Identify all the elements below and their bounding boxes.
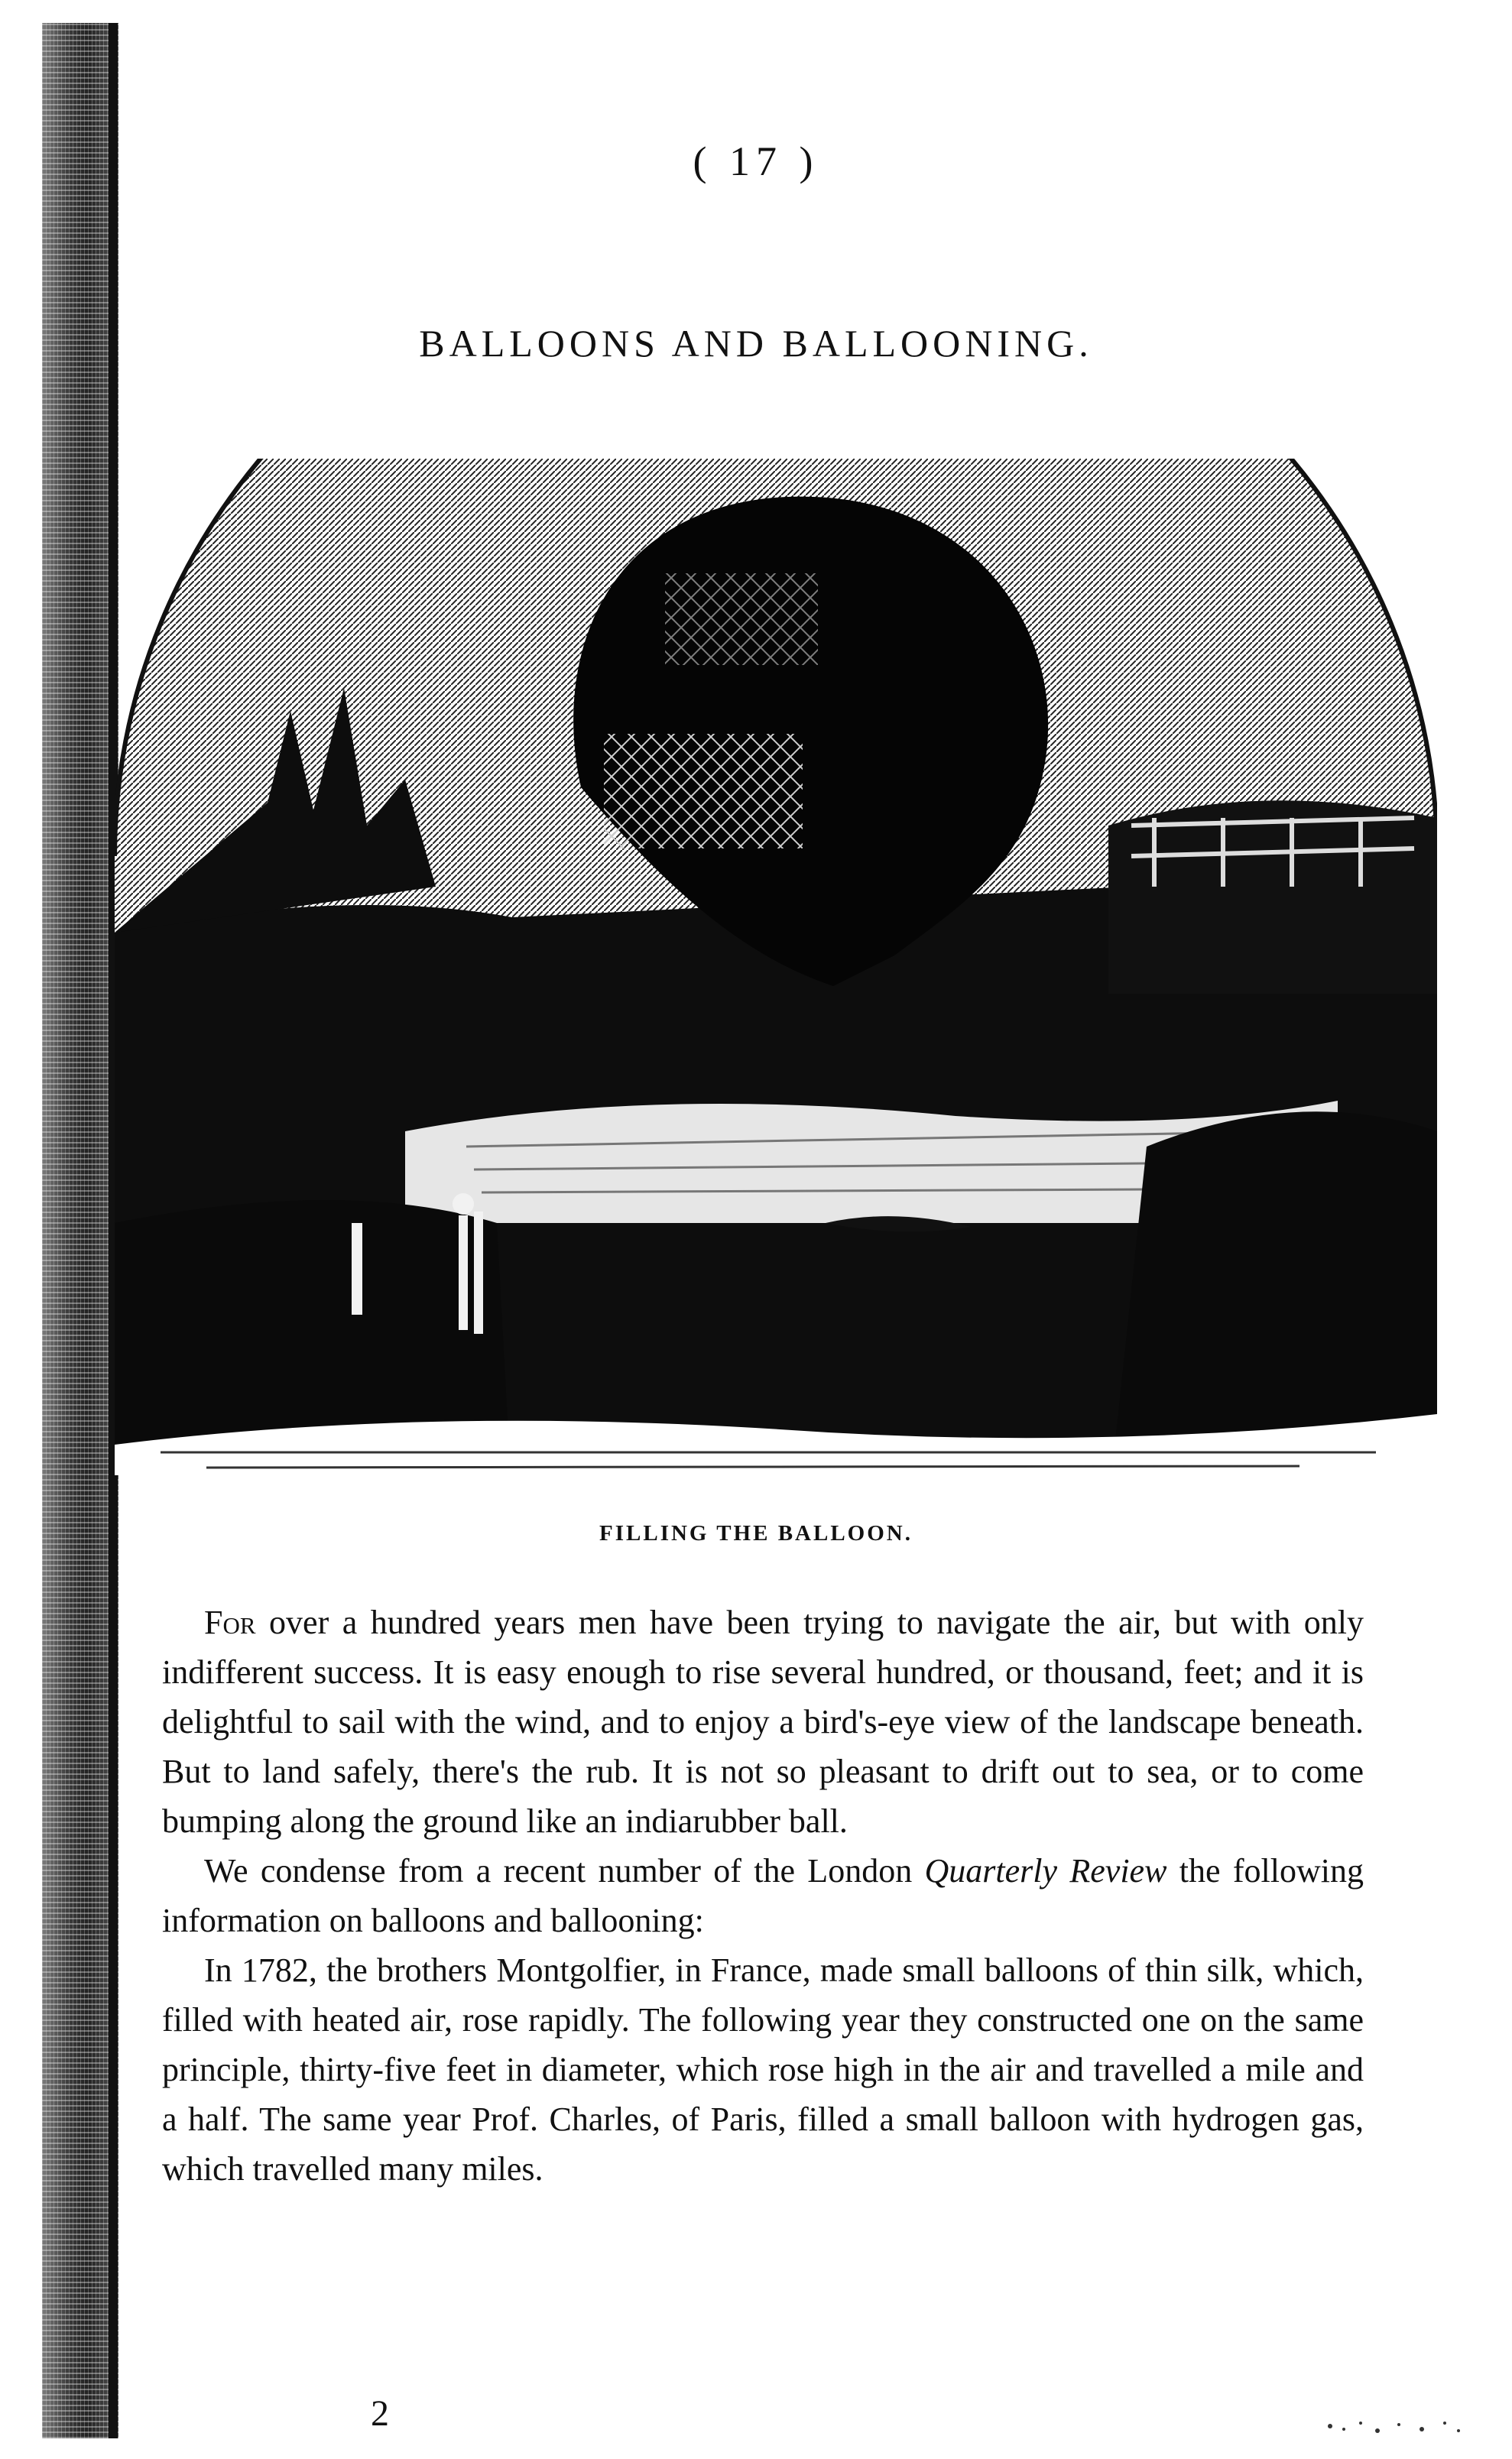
paragraph-2-text-a: We condense from a recent number of the London	[204, 1852, 925, 1890]
paragraph-3: In 1782, the brothers Montgolfier, in France, made small balloons of thin silk, which, filled with heated air, rose rapidly. The following year they constructed one on the same principle, thirty-five feet in diameter, which rose high in the air and travelled a mile and a half. The same year Prof. Charles, of Paris, filled a small balloon with hydrogen gas, which travelled many miles.	[162, 1951, 1364, 2188]
drop-lead: For	[204, 1604, 256, 1641]
page-title: BALLOONS AND BALLOONING.	[419, 322, 1093, 365]
book-spine-shadow	[42, 23, 118, 2438]
page-number: ( 17 )	[693, 138, 819, 184]
paragraph-1	[162, 1598, 1364, 1846]
balloon-engraving	[115, 459, 1437, 1506]
article-body	[162, 1598, 1364, 2194]
publication-title: Quarterly Review	[924, 1852, 1167, 1890]
illustration-caption: FILLING THE BALLOON.	[599, 1521, 913, 1546]
paragraph-2-text-b: the following information on balloons and ballooning:	[162, 1852, 1364, 1939]
ink-smudge	[1315, 2415, 1468, 2438]
paragraph-2	[162, 1846, 1364, 1945]
paragraph-1-text: over a hundred years men have been trying to navigate the air, but with only indifferent success. It is easy enough to rise several hundred, or thousand, feet; and it is delightful to sail with the wind, and to enjoy a bird's-eye view of the landscape beneath. But to land safely, there's the rub. It is not so pleasant to drift out to sea, or to come bumping along the ground like an indiarubber ball.	[162, 1604, 1364, 1840]
signature-mark: 2	[371, 2393, 389, 2434]
